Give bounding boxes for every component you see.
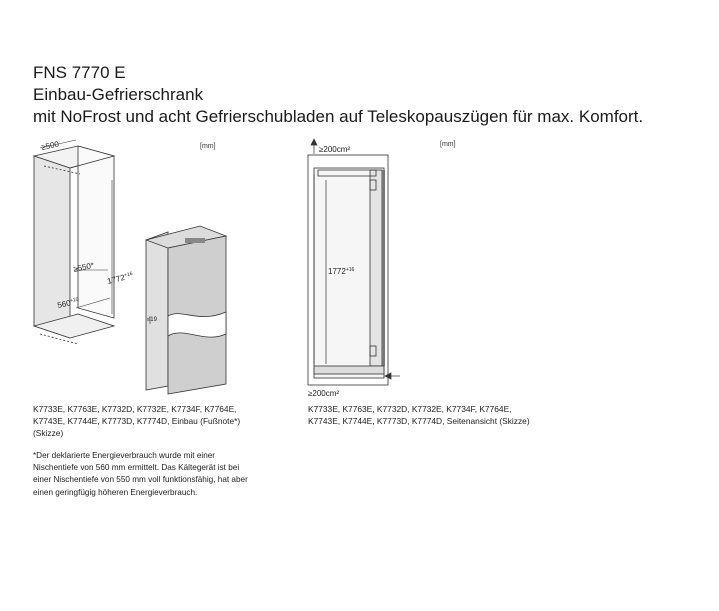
footnote-line: *Der deklarierte Energieverbrauch wurde mit einer — [33, 451, 216, 460]
right-unit-label: [mm] — [440, 141, 456, 148]
footnote-line: Nischentiefe von 560 mm ermittelt. Das Kältegerät ist bei — [33, 463, 240, 473]
vent-top-label: ≥200cm² — [319, 145, 351, 154]
left-caption — [33, 403, 240, 439]
footnote-line: einer Nischentiefe von 550 mm voll funktionsfähig, hat aber — [33, 475, 248, 485]
front-edge-dark — [382, 170, 385, 366]
appliance-side — [146, 232, 168, 390]
dim-height-tol: +16 — [123, 270, 134, 279]
right-caption-line: K7743E, K7744E, K7773D, K7774D, Seitenansicht (Skizze) — [308, 416, 530, 426]
dim-width-min: ≥500 — [40, 139, 60, 152]
dim-door-gap: ≤19 — [147, 317, 157, 323]
model-title: FNS 7770 E — [33, 63, 126, 82]
niche-back — [78, 146, 114, 318]
energy-footnote — [33, 450, 293, 499]
dim-height: 1772 — [106, 272, 126, 286]
top-vent — [185, 238, 205, 243]
vent-bottom-label: ≥200cm² — [308, 389, 340, 398]
niche-left-side — [34, 156, 70, 338]
product-subtitle: mit NoFrost und acht Gefrierschubladen auf Teleskopauszügen für max. Komfort. — [33, 107, 644, 126]
product-heading — [33, 62, 713, 128]
door-panel — [370, 170, 382, 366]
dim-depth-min: ≥550* — [72, 260, 95, 274]
installation-sketch — [20, 138, 290, 400]
plinth — [314, 366, 384, 374]
dim-depth-tol: +10 — [69, 296, 80, 305]
product-type: Einbau-Gefrierschrank — [33, 85, 204, 104]
dim-depth: 560 — [56, 298, 72, 310]
right-caption — [308, 403, 530, 427]
side-view-sketch — [300, 138, 410, 400]
side-dim-height: 1772 — [328, 267, 346, 276]
left-caption-line: K7743E, K7744E, K7773D, K7774D, Einbau (Fußnote*) — [33, 416, 241, 426]
left-caption-line: (Skizze) — [33, 428, 64, 438]
right-caption-line: K7733E, K7763E, K7732D, K7732E, K7734F, K7764E, — [308, 404, 512, 414]
left-unit-label: [mm] — [200, 143, 216, 150]
left-caption-line: K7733E, K7763E, K7732D, K7732E, K7734F, K7764E, — [33, 404, 237, 414]
footnote-line: einen geringfügig höheren Energieverbrauch. — [33, 487, 198, 497]
side-dim-height-tol: +16 — [345, 267, 355, 273]
